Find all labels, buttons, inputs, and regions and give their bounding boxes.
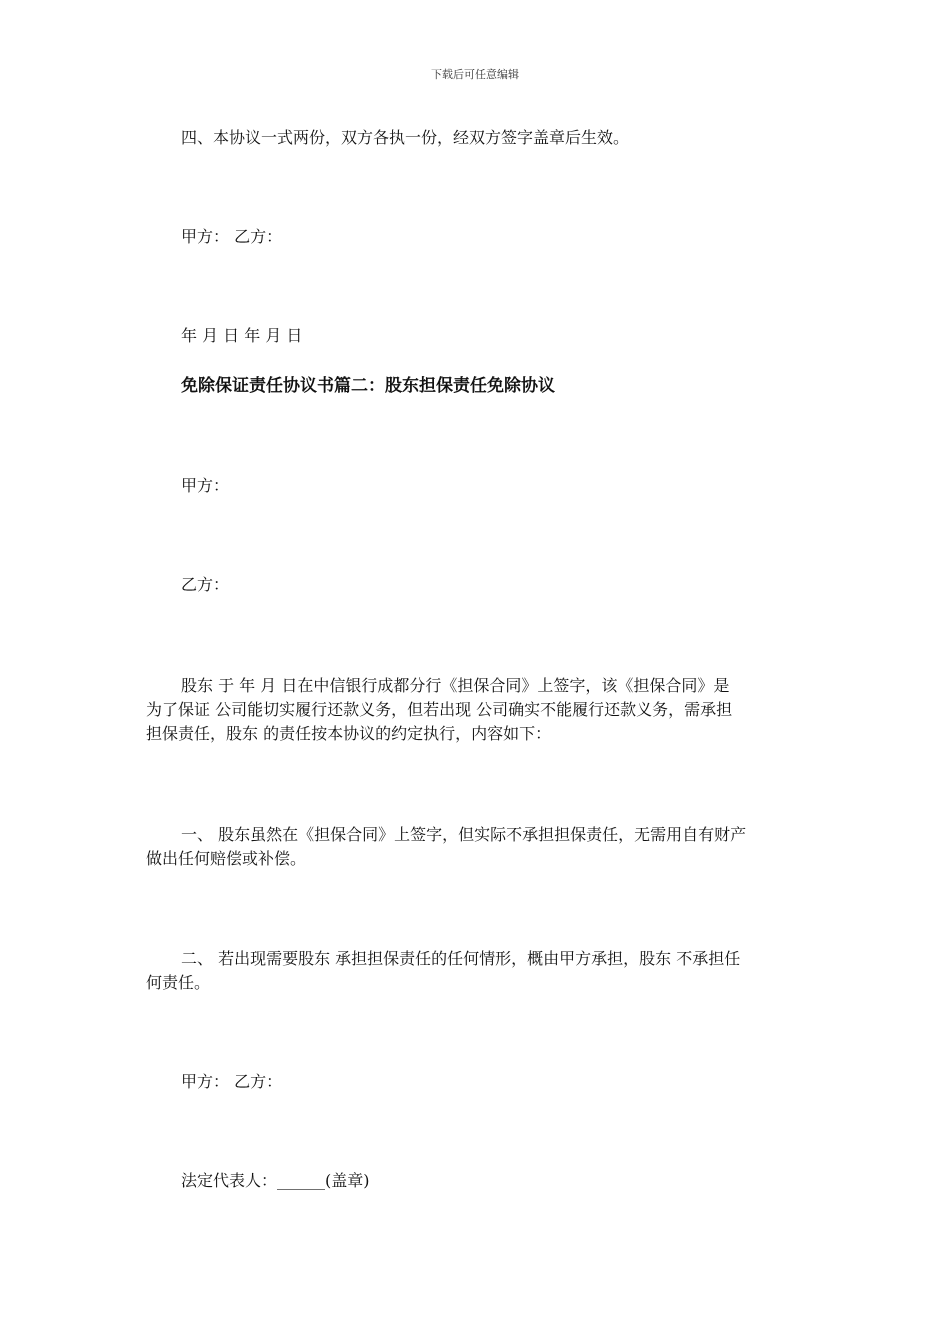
item-two-line: 何责任。	[146, 973, 211, 992]
intro-line: 担保责任，股东 的责任按本协议的约定执行，内容如下：	[146, 724, 552, 743]
legal-representative-line: 法定代表人：______(盖章)	[181, 1171, 370, 1190]
clause-four: 四、本协议一式两份，双方各执一份，经双方签字盖章后生效。	[181, 128, 630, 147]
section-two-title: 免除保证责任协议书篇二：股东担保责任免除协议	[181, 376, 555, 396]
party-a-label: 甲方：	[181, 476, 230, 495]
intro-paragraph	[146, 674, 806, 746]
intro-line: 股东 于 年 月 日在中信银行成都分行《担保合同》上签字，该《担保合同》是	[181, 676, 730, 695]
item-one-line: 一、 股东虽然在《担保合同》上签字，但实际不承担担保责任，无需用自有财产	[181, 825, 747, 844]
intro-line: 为了保证 公司能切实履行还款义务，但若出现 公司确实不能履行还款义务，需承担	[146, 700, 733, 719]
item-two-line: 二、 若出现需要股东 承担担保责任的任何情形，概由甲方承担，股东 不承担任	[181, 949, 741, 968]
item-two-paragraph	[146, 947, 806, 995]
item-one-line: 做出任何赔偿或补偿。	[146, 849, 307, 868]
page-header: 下载后可任意编辑	[431, 68, 519, 81]
date-line: 年 月 日 年 月 日	[181, 326, 303, 345]
signature-parties-line-2: 甲方： 乙方：	[181, 1072, 283, 1091]
item-one-paragraph	[146, 823, 806, 871]
signature-parties-line: 甲方： 乙方：	[181, 227, 283, 246]
party-b-label: 乙方：	[181, 575, 230, 594]
